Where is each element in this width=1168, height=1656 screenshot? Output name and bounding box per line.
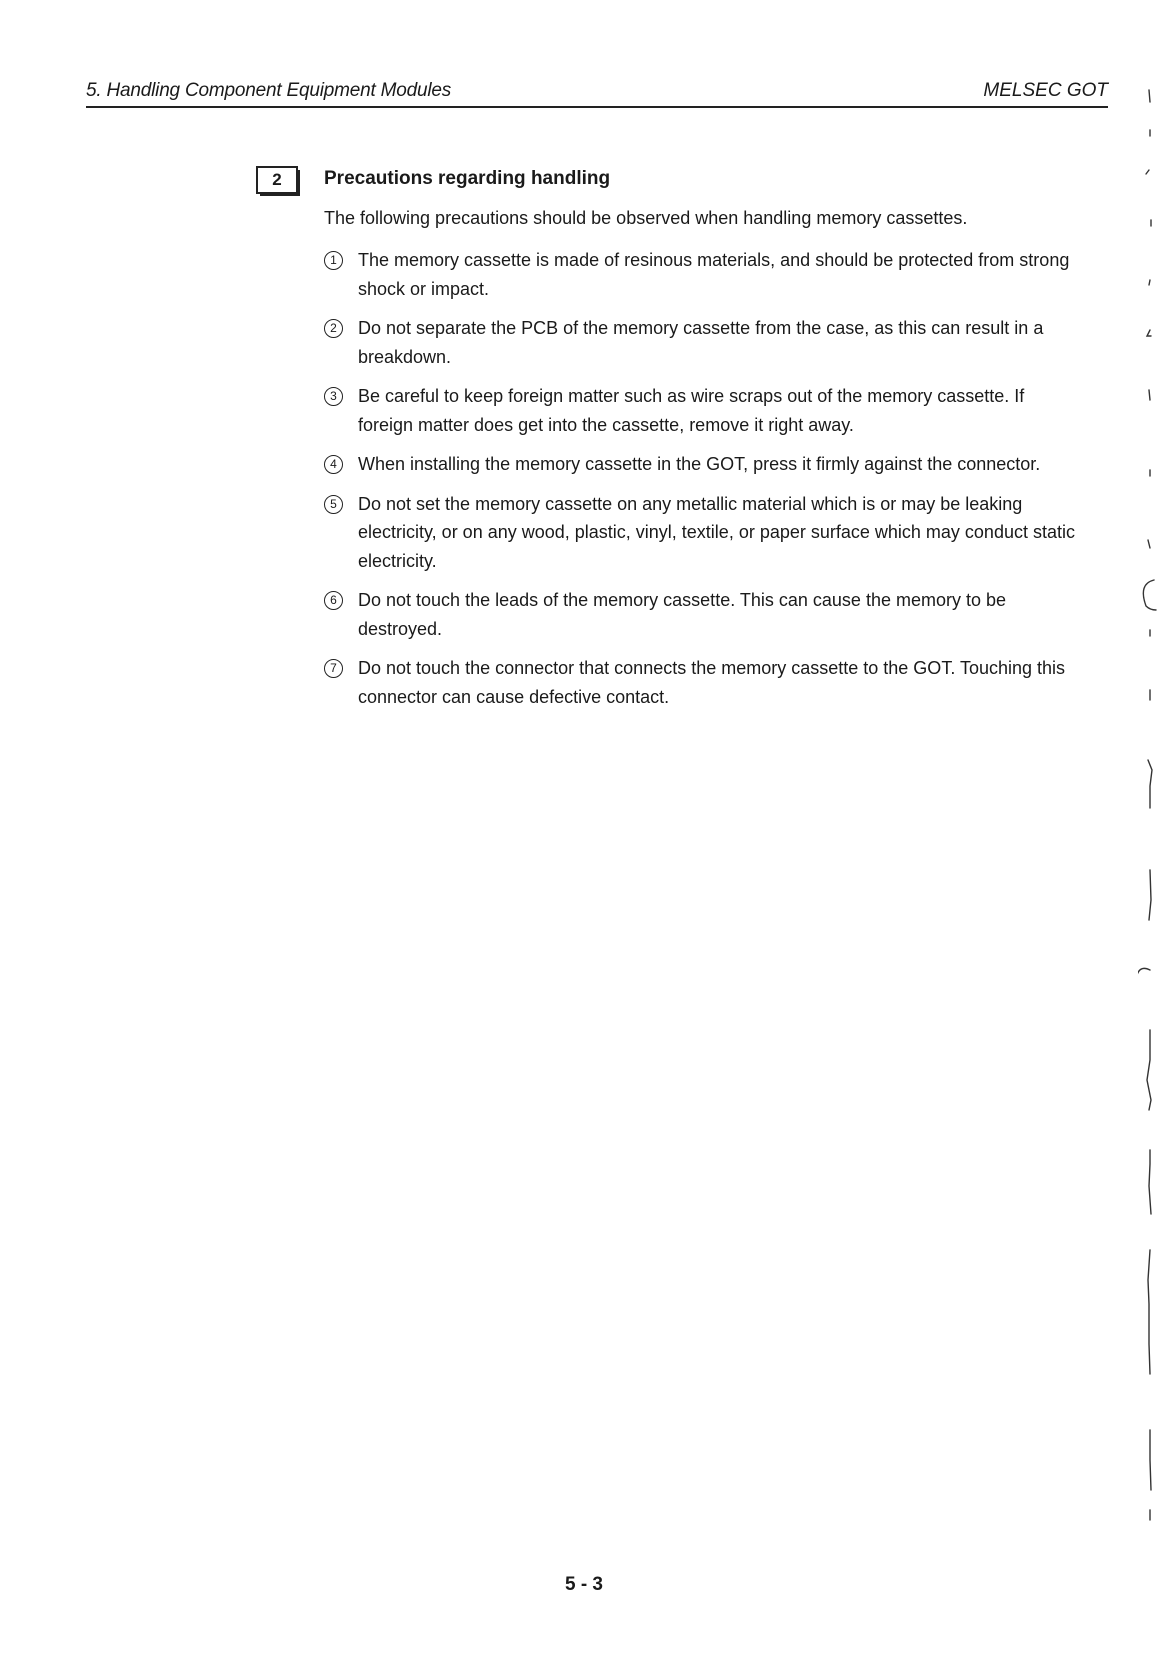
item-number-badge: 1 (324, 251, 343, 270)
item-text: Do not set the memory cassette on any metallic material which is or may be leaking electricity, or on any wood, plastic, vinyl, textile, or paper surface which may conduct static electricity. (358, 493, 1075, 571)
item-text: Be careful to keep foreign matter such as wire scraps out of the memory cassette. If foreign matter does get into the cassette, remove it right away. (358, 386, 1025, 435)
item-number-badge: 6 (324, 591, 343, 610)
item-number-badge: 3 (324, 387, 343, 406)
section-number-marker (256, 166, 300, 194)
chapter-title: 5. Handling Component Equipment Modules (86, 80, 452, 101)
list-item (324, 586, 1078, 643)
precaution-list (324, 246, 1078, 722)
list-item (324, 490, 1078, 576)
scan-edge-artifact (1138, 70, 1168, 1656)
product-name: MELSEC GOT (983, 80, 1108, 101)
list-item (324, 382, 1078, 439)
item-text: Do not touch the leads of the memory cassette. This can cause the memory to be destroyed. (358, 590, 1006, 639)
item-number-badge: 5 (324, 495, 343, 514)
item-text: The memory cassette is made of resinous materials, and should be protected from strong shock or impact. (358, 250, 1070, 299)
page-number: 5 - 3 (564, 1574, 604, 1595)
section-number: 2 (256, 166, 298, 194)
list-item (324, 246, 1078, 303)
item-text: Do not separate the PCB of the memory cassette from the case, as this can result in a breakdown. (358, 318, 1044, 367)
item-text: Do not touch the connector that connects the memory cassette to the GOT. Touching this connector can cause defective contact. (358, 658, 1066, 707)
item-number-badge: 2 (324, 319, 343, 338)
page-header (86, 78, 1108, 108)
item-number-badge: 4 (324, 455, 343, 474)
list-item (324, 654, 1078, 711)
list-item (324, 450, 1078, 479)
item-number-badge: 7 (324, 659, 343, 678)
item-text: When installing the memory cassette in the GOT, press it firmly against the connector. (358, 454, 1041, 474)
list-item (324, 314, 1078, 371)
section-title: Precautions regarding handling (324, 168, 611, 189)
section-intro: The following precautions should be observed when handling memory cassettes. (324, 208, 968, 228)
